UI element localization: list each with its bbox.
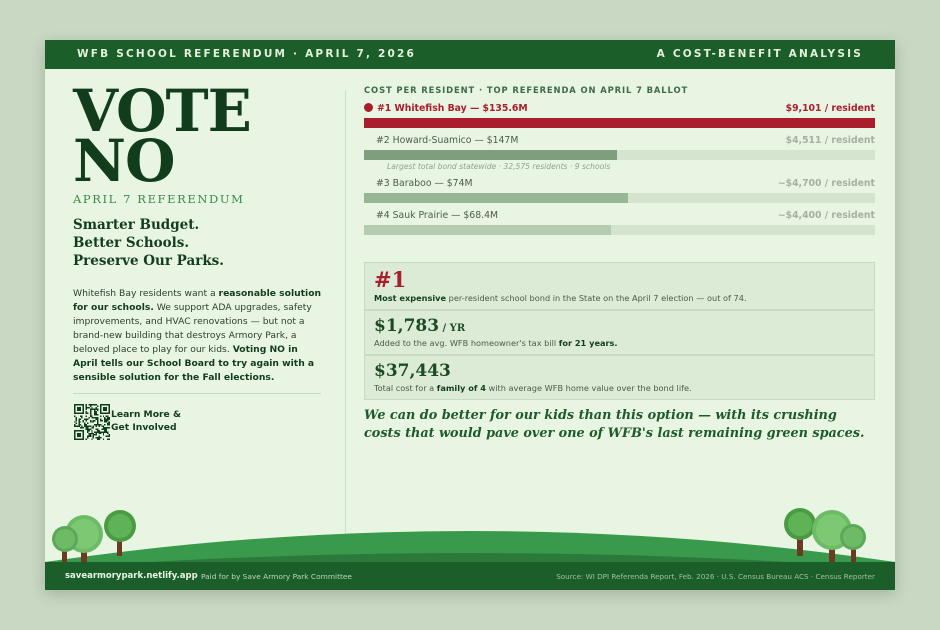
tagline	[73, 216, 323, 270]
qr-section[interactable]	[73, 404, 323, 440]
qr-label	[111, 409, 181, 434]
stat-number: $1,783	[374, 316, 440, 336]
bar-value-label: ~$4,400 / resident	[777, 210, 875, 221]
vote-word: VOTE	[73, 77, 251, 145]
column-divider	[345, 90, 346, 540]
vote-no-headline	[73, 77, 323, 195]
stat-unit: / YR	[439, 323, 466, 334]
stat-emphasis: for 21 years.	[558, 338, 618, 348]
stat-value	[374, 361, 451, 381]
website-link[interactable]: savearmorypark.netlify.app	[65, 571, 198, 581]
stat-text: per-resident school bond in the State on the April 7 election — out of 74.	[446, 293, 747, 303]
footer-bar	[45, 562, 895, 590]
stat-card-rank	[364, 262, 875, 310]
tagline-line: Smarter Budget.	[73, 217, 200, 233]
bar-track	[364, 150, 875, 160]
tagline-line: Preserve Our Parks.	[73, 253, 224, 269]
stat-number: $37,443	[374, 361, 451, 381]
header-bar	[45, 40, 895, 69]
flyer-card	[45, 40, 895, 590]
stat-card-tax	[364, 310, 875, 355]
stat-number: #1	[374, 267, 407, 292]
stat-text: with average WFB home value over the bond life.	[485, 383, 692, 393]
bar-label: #4 Sauk Prairie — $68.4M	[376, 210, 499, 221]
stat-text: Total cost for a	[374, 383, 437, 393]
body-text: We support ADA upgrades, safety improvements, and HVAC renovations — but not a brand-new building that destroys Armory Park, a beloved place to play for our kids.	[73, 302, 312, 355]
bar-value-label: ~$4,700 / resident	[777, 178, 875, 189]
header-subtitle: A COST-BENEFIT ANALYSIS	[656, 48, 863, 60]
stat-emphasis: family of 4	[436, 383, 486, 393]
chart-title: COST PER RESIDENT · TOP REFERENDA ON APRIL 7 BALLOT	[364, 85, 689, 95]
qr-label-line: Get Involved	[111, 421, 177, 433]
divider	[73, 393, 321, 394]
bar-label-text: #1 Whitefish Bay — $135.6M	[377, 103, 528, 114]
left-column	[73, 77, 323, 440]
body-emphasis: reasonable solution for our schools.	[73, 288, 322, 313]
bar-fill	[364, 225, 611, 235]
bar-label: #2 Howard-Suamico — $147M	[376, 135, 519, 146]
bar-track	[364, 118, 875, 128]
stat-value	[374, 316, 465, 336]
header-title: WFB SCHOOL REFERENDUM · APRIL 7, 2026	[77, 48, 417, 60]
closing-quote: We can do better for our kids than this option — with its crushing costs that would pave over one of WFB's last remaining green spaces.	[364, 408, 865, 441]
bar-label	[364, 103, 528, 114]
bar-track	[364, 193, 875, 203]
stat-description	[374, 293, 747, 303]
highlight-dot-icon	[364, 103, 373, 112]
tagline-line: Better Schools.	[73, 235, 190, 251]
stat-emphasis: Most expensive	[374, 293, 447, 303]
bar-fill	[364, 193, 628, 203]
body-paragraph	[73, 287, 323, 385]
park-hills-illustration	[45, 500, 895, 570]
bar-value-label: $4,511 / resident	[785, 135, 875, 146]
paid-for-disclaimer: Paid for by Save Armory Park Committee	[201, 572, 352, 581]
bar-label: #3 Baraboo — $74M	[376, 178, 473, 189]
body-text: Whitefish Bay residents want a	[73, 288, 219, 299]
bar-fill	[364, 150, 617, 160]
stat-description	[374, 383, 692, 393]
source-citation: Source: WI DPI Referenda Report, Feb. 2026 · U.S. Census Bureau ACS · Census Reporter	[556, 572, 875, 581]
tree-icon	[104, 510, 136, 556]
referendum-date: APRIL 7 REFERENDUM	[73, 192, 245, 206]
stat-value	[374, 267, 406, 292]
bar-fill	[364, 118, 875, 128]
bar-track	[364, 225, 875, 235]
bar-note: Largest total bond statewide · 32,575 residents · 9 schools	[387, 162, 611, 171]
qr-label-line: Learn More &	[111, 409, 181, 420]
stat-description	[374, 338, 618, 348]
body-emphasis: Voting NO in April tells our School Board to try again with a sensible solution for the Fall elections.	[73, 344, 315, 383]
stat-card-family-cost	[364, 355, 875, 400]
no-word: NO	[73, 127, 175, 195]
stat-text: Added to the avg. WFB homeowner's tax bill	[374, 338, 559, 348]
qr-code[interactable]	[74, 404, 110, 440]
bar-value-label: $9,101 / resident	[785, 103, 875, 114]
